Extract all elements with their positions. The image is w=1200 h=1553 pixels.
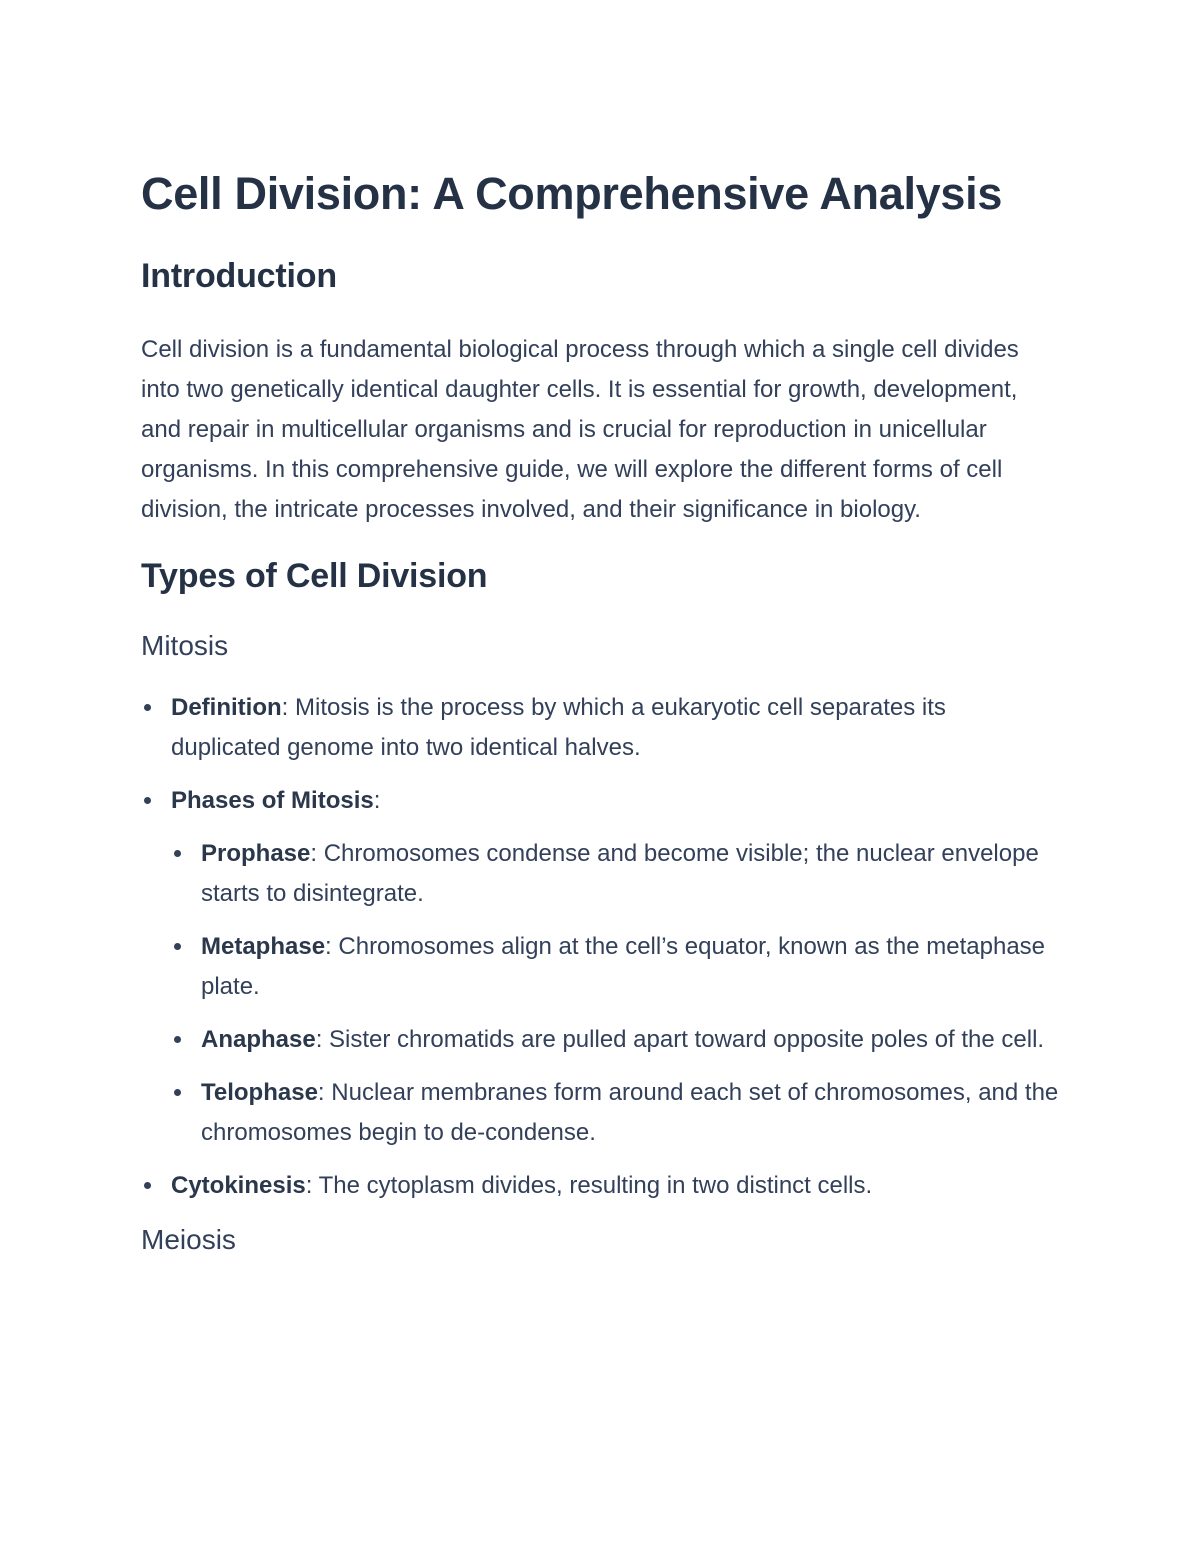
colon: :: [373, 787, 381, 814]
definition-text: Mitosis is the process by which a eukaryotic cell separates its duplicated genome into two identical halves.: [171, 694, 946, 761]
bullet-icon: [174, 1089, 181, 1096]
telophase-text: Nuclear membranes form around each set of chromosomes, and the chromosomes begin to de-condense.: [201, 1079, 1059, 1146]
list-item-prophase: [171, 834, 1060, 914]
colon: :: [315, 1026, 323, 1053]
introduction-heading: Introduction: [141, 257, 337, 295]
prophase-text: Chromosomes condense and become visible; the nuclear envelope starts to disintegrate.: [201, 840, 1039, 907]
definition-term: Definition: [171, 694, 282, 721]
types-heading: Types of Cell Division: [141, 557, 488, 595]
cytokinesis-term: Cytokinesis: [171, 1172, 306, 1199]
phases-list: [171, 834, 1060, 1153]
list-item-telophase: [171, 1073, 1060, 1153]
telophase-term: Telophase: [201, 1079, 318, 1106]
list-item-anaphase: [171, 1020, 1060, 1060]
colon: :: [310, 840, 318, 867]
colon: :: [317, 1079, 325, 1106]
introduction-paragraph: Cell division is a fundamental biological process through which a single cell divides into two genetically identical daughter cells. It is essential for growth, development, and repair in multicellular organisms and is crucial for reproduction in unicellular organisms. In this comprehensive guide, we will explore the different forms of cell division, the intricate processes involved, and their significance in biology.: [141, 336, 1019, 523]
bullet-icon: [144, 797, 151, 804]
colon: :: [281, 694, 289, 721]
bullet-icon: [174, 1036, 181, 1043]
list-item-cytokinesis: [141, 1166, 1060, 1206]
colon: :: [325, 933, 332, 960]
bullet-icon: [174, 850, 181, 857]
mitosis-heading: Mitosis: [141, 630, 229, 661]
colon: :: [305, 1172, 313, 1199]
bullet-icon: [144, 1182, 151, 1189]
mitosis-list: [141, 688, 1060, 1206]
bullet-icon: [174, 943, 181, 950]
metaphase-term: Metaphase: [201, 933, 326, 960]
page-title: Cell Division: A Comprehensive Analysis: [141, 168, 1003, 219]
anaphase-text: Sister chromatids are pulled apart toward opposite poles of the cell.: [322, 1026, 1045, 1053]
list-item-metaphase: [171, 927, 1060, 1007]
prophase-term: Prophase: [201, 840, 311, 867]
cytokinesis-text: The cytoplasm divides, resulting in two distinct cells.: [312, 1172, 873, 1199]
meiosis-heading: Meiosis: [141, 1224, 236, 1255]
metaphase-text: Chromosomes align at the cell’s equator, known as the metaphase plate.: [201, 933, 1046, 1000]
bullet-icon: [144, 704, 151, 711]
phases-term: Phases of Mitosis: [171, 787, 374, 814]
list-item-definition: [141, 688, 1060, 768]
list-item-phases: [141, 781, 1060, 1153]
anaphase-term: Anaphase: [201, 1026, 316, 1053]
